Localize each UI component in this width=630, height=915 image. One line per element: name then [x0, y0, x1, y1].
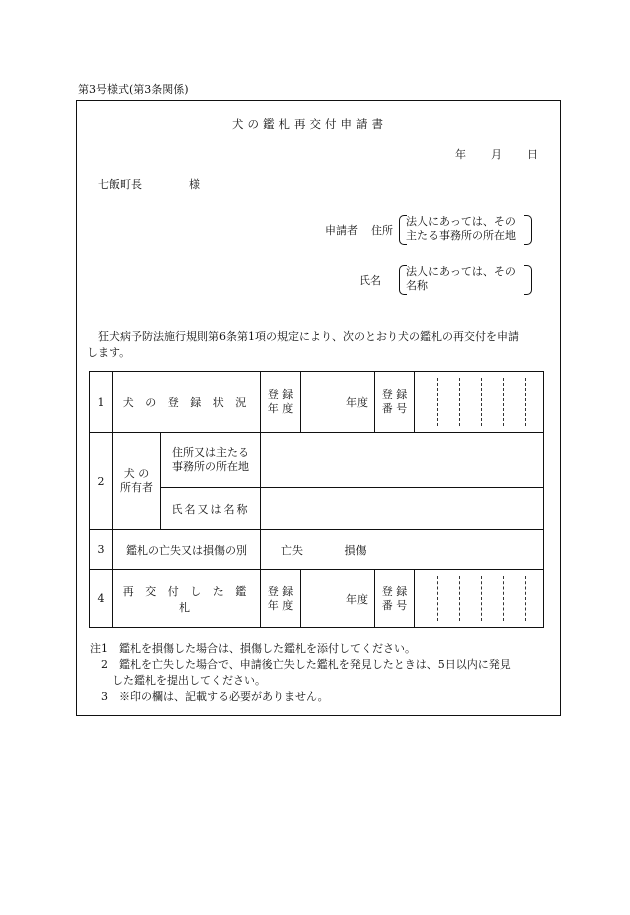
note-2-line2: した鑑札を提出してください。: [90, 674, 266, 687]
owner-name-field[interactable]: [261, 488, 544, 530]
digit-divider: [437, 378, 438, 426]
name-note-line2: 名称: [406, 279, 428, 292]
note-2-line1: 2 鑑札を亡失した場合で、申請後亡失した鑑札を発見したときは、5日以内に発見: [90, 658, 511, 671]
name-bracket-right: [524, 265, 532, 295]
registration-number-header: [375, 372, 415, 433]
owner-name-label: 氏名又は名称: [161, 488, 261, 530]
row-number: 4: [90, 570, 113, 628]
registration-number-line2: 番 号: [381, 598, 408, 612]
digit-boxes: [415, 570, 543, 627]
registration-number-field[interactable]: [415, 570, 544, 628]
option-damaged[interactable]: 損傷: [344, 543, 367, 557]
reissued-tag-label: 再 交 付 し た 鑑 札: [113, 570, 261, 628]
registration-year-line2: 年 度: [267, 402, 294, 415]
registration-number-header: [375, 570, 415, 628]
registration-number-line1: 登 録: [381, 584, 408, 598]
table-row: [90, 433, 544, 488]
row-number: 3: [90, 530, 113, 570]
digit-divider: [503, 378, 504, 426]
address-note-line1: 法人にあっては、その: [406, 215, 516, 228]
registration-year-line2: 年 度: [267, 598, 294, 612]
recipient-honorific: 様: [189, 178, 200, 191]
owner-address-label-line1: 住所又は主たる: [172, 446, 249, 459]
date-day-label: 日: [527, 148, 538, 161]
table-row: [90, 570, 544, 628]
digit-boxes: [415, 372, 543, 432]
date-year-label: 年: [455, 148, 466, 161]
owner-label-line1: 犬 の: [123, 467, 150, 480]
digit-divider: [503, 576, 504, 621]
registration-year-field[interactable]: [301, 570, 375, 628]
recipient-name: 七飯町長: [98, 178, 142, 191]
digit-divider: [459, 576, 460, 621]
note-3: 3 ※印の欄は、記載する必要がありません。: [90, 690, 329, 703]
registration-year-header: [261, 372, 301, 433]
digit-divider: [525, 378, 526, 426]
body-text-line1: 狂犬病予防法施行規則第6条第1項の規定により、次のとおり犬の鑑札の再交付を申請: [98, 330, 519, 343]
digit-divider: [459, 378, 460, 426]
name-label: 氏名: [359, 274, 381, 287]
owner-address-field[interactable]: [261, 433, 544, 488]
owner-address-label: [161, 433, 261, 488]
address-note: [406, 215, 516, 243]
date-month-label: 月: [491, 148, 502, 161]
name-note-line1: 法人にあっては、その: [406, 265, 516, 278]
registration-year-line1: 登 録: [267, 584, 294, 598]
digit-divider: [481, 576, 482, 621]
registration-number-field[interactable]: [415, 372, 544, 433]
loss-or-damage-field[interactable]: [261, 530, 544, 570]
nendo-suffix: 年度: [346, 396, 369, 409]
address-note-line2: 主たる事務所の所在地: [406, 229, 516, 242]
loss-or-damage-label: 鑑札の亡失又は損傷の別: [113, 530, 261, 570]
digit-divider: [525, 576, 526, 621]
digit-divider: [481, 378, 482, 426]
digit-divider: [437, 576, 438, 621]
address-bracket-right: [524, 215, 532, 245]
option-lost[interactable]: 亡失: [281, 543, 304, 557]
registration-number-line1: 登 録: [381, 388, 408, 401]
note-1: 注1 鑑札を損傷した場合は、損傷した鑑札を添付してください。: [90, 642, 416, 655]
registration-number-line2: 番 号: [381, 402, 408, 415]
owner-label: [113, 433, 161, 530]
owner-label-line2: 所有者: [120, 481, 153, 494]
body-text-line2: します。: [87, 346, 131, 359]
name-note: [406, 265, 516, 293]
table-row: [90, 372, 544, 433]
row-number: 2: [90, 433, 113, 530]
dog-registration-status-label: 犬 の 登 録 状 況: [113, 372, 261, 433]
table-row: [90, 530, 544, 570]
address-label: 住所: [371, 224, 393, 237]
registration-year-field[interactable]: [301, 372, 375, 433]
applicant-label: 申請者: [325, 224, 358, 237]
owner-address-label-line2: 事務所の所在地: [172, 460, 249, 473]
registration-table: [89, 371, 544, 628]
row-number: 1: [90, 372, 113, 433]
form-title: 犬の鑑札再交付申請書: [232, 117, 387, 131]
nendo-suffix: 年度: [346, 592, 369, 606]
form-number-label: 第3号様式(第3条関係): [78, 83, 189, 96]
registration-year-line1: 登 録: [267, 388, 294, 401]
notes-section: [90, 641, 511, 705]
registration-year-header: [261, 570, 301, 628]
